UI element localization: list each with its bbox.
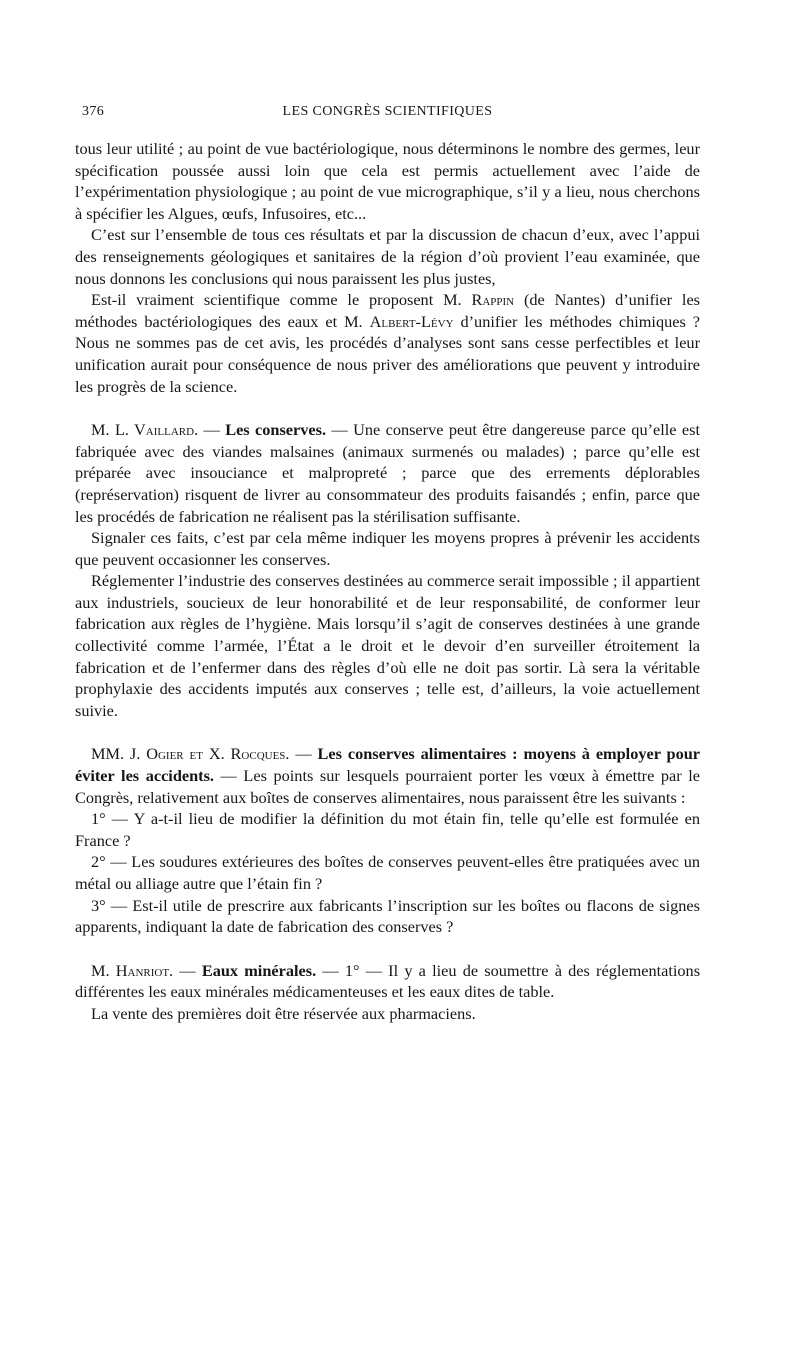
vaillard-paragraph-3: Réglementer l’industrie des conserves destinées au commerce serait impossible ; il appartient aux industriels, soucieux de leur honorabilité et de leur responsabilité, de conformer leur fabrication aux règles de l’hygiène. Mais lorsqu’il s’agit de conserves destinées à une grande collectivité comme l’armée, l’État a le droit et le devoir d’en surveiller étroitement la fabrication et de l’enfermer dans des règles d’où elle ne doit pas sortir. Là sera la véritable prophylaxie des accidents imputés aux conserves ; telle est, d’ailleurs, la voie actuellement suivie. — [75, 571, 700, 720]
ogier-author: MM. J. Ogier et X. Rocques. — [91, 744, 290, 764]
hanriot-section — [75, 960, 700, 1025]
ogier-question-2: 2° — Les soudures extérieures des boîtes de conserves peuvent-elles être pratiquées avec un métal ou alliage autre que l’étain fin ? — [75, 852, 700, 893]
name-rappin: Rappin — [471, 290, 515, 310]
running-head — [75, 104, 700, 128]
hanriot-author: M. Hanriot. — [91, 960, 174, 980]
page — [75, 104, 700, 1025]
intro-paragraph-2: C’est sur l’ensemble de tous ces résultats et par la discussion de chacun d’eux, avec l’appui des renseignements géologiques et sanitaires de la région d’où provient l’eau examinée, que nous donnons les conclusions qui nous paraissent les plus justes, — [75, 225, 700, 288]
ogier-title: Les conserves alimentaires : moyens à employer pour éviter les accidents. — [75, 744, 701, 786]
vaillard-title: Les conserves. — [225, 420, 327, 440]
vaillard-author: M. L. Vaillard. — [91, 420, 199, 440]
ogier-section — [75, 743, 700, 937]
hanriot-title: Eaux minérales. — [201, 960, 317, 980]
vaillard-dash-1: — — [198, 420, 226, 440]
ogier-dash-2: — — [213, 766, 244, 786]
intro-paragraph-1: tous leur utilité ; au point de vue bactériologique, nous déterminons le nombre des germes, leur spécification poussée aussi loin que cela est permis actuellement avec l’aide de l’expérimentation physiologique ; au point de vue micrographique, s’il y a lieu, nous cherchons à spécifier les Algues, œufs, Infusoires, etc... — [75, 139, 700, 223]
intro-section — [75, 138, 700, 397]
intro-p3-text-b: (de Nantes) d’unifier les méthodes bactériologiques des eaux et M. — [75, 290, 701, 331]
ogier-text-1: Les points sur lesquels pourraient porter les vœux à émettre par le Congrès, relativement aux boîtes de conserves alimentaires, nous paraissent être les suivants : — [75, 766, 701, 807]
ogier-question-1: 1° — Y a-t-il lieu de modifier la définition du mot étain fin, telle qu’elle est formulée en France ? — [75, 809, 700, 850]
hanriot-dash-2: — — [316, 960, 345, 980]
intro-paragraph-3 — [75, 289, 700, 397]
hanriot-paragraph-1 — [75, 960, 700, 1003]
ogier-paragraph-1 — [75, 743, 700, 808]
running-title: LES CONGRÈS SCIENTIFIQUES — [282, 104, 493, 119]
vaillard-paragraph-1 — [75, 419, 700, 527]
hanriot-text-1: 1° — Il y a lieu de soumettre à des réglementations différentes les eaux minérales médicamenteuses et les eaux dites de table. — [75, 960, 701, 1002]
name-albert-levy: Albert-Lévy — [369, 311, 454, 331]
ogier-dash-1: — — [289, 744, 318, 764]
vaillard-text-1: Une conserve peut être dangereuse parce qu’elle est fabriquée avec des viandes malsaines (animaux surmenés ou malades) ; parce qu’elle est préparée avec insouciance et malpropreté ; parce que des errements déplorables (représervation) risquent de livrer au consommateur des produits faisandés ; enfin, parce que les procédés de fabrication ne réalisent pas la stérilisation suffisante. — [75, 420, 700, 526]
ogier-question-3: 3° — Est-il utile de prescrire aux fabricants l’inscription sur les boîtes ou flacons de signes apparents, indiquant la date de fabrication des conserves ? — [75, 895, 700, 937]
intro-p3-text-c: d’unifier les méthodes chimiques ? Nous ne sommes pas de cet avis, les procédés d’analyses sont sans cesse perfectibles et leur unification aurait pour conséquence de nous priver des améliorations que peuvent y introduire les progrès de la science. — [75, 311, 700, 396]
hanriot-paragraph-2: La vente des premières doit être réservée aux pharmaciens. — [91, 1003, 476, 1023]
vaillard-paragraph-2: Signaler ces faits, c’est par cela même indiquer les moyens propres à prévenir les accidents que peuvent occasionner les conserves. — [75, 528, 700, 569]
hanriot-dash-1: — — [173, 960, 202, 980]
intro-p3-text-a: Est-il vraiment scientifique comme le proposent M. — [91, 290, 472, 310]
vaillard-section — [75, 419, 700, 721]
vaillard-dash-2: — — [326, 420, 354, 440]
page-number: 376 — [82, 104, 105, 119]
